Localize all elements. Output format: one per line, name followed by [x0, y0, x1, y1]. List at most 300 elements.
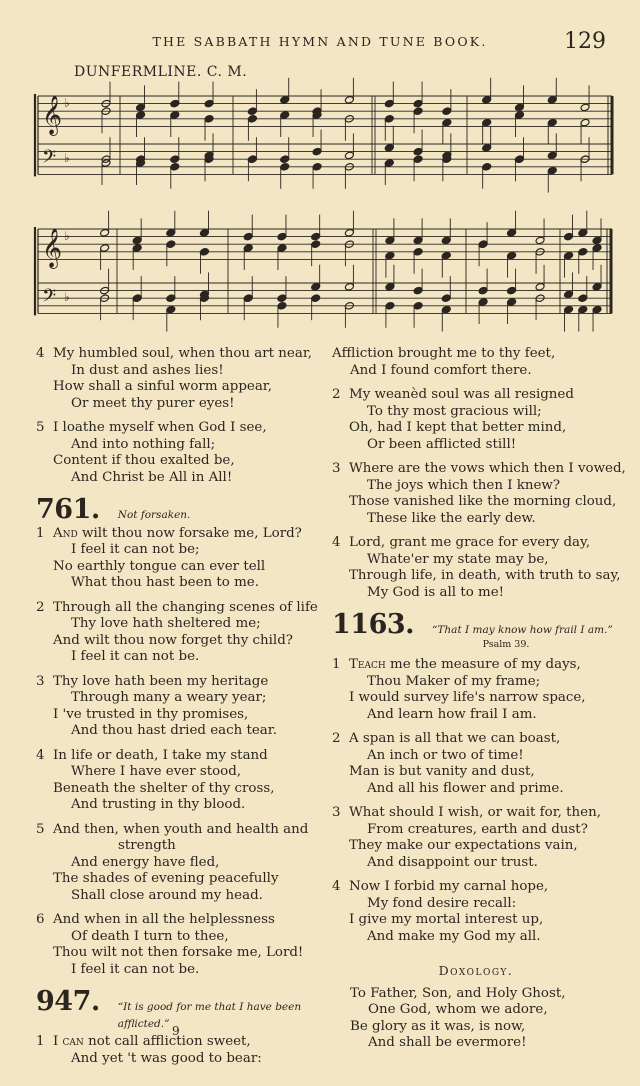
- verse-line: [349, 748, 620, 765]
- verse-line: [53, 962, 326, 979]
- note-head: [564, 232, 574, 241]
- verse-text: An inch or two of time!: [367, 747, 524, 763]
- note-head: [564, 290, 574, 299]
- verse-line: [349, 404, 620, 421]
- note-head: [312, 147, 322, 156]
- note-head: [277, 232, 287, 241]
- hymn-subtitle: Psalm 39.: [482, 638, 530, 650]
- verse-number: 2: [332, 387, 341, 402]
- verse-text: Through life, in death, with truth to say,: [349, 568, 621, 583]
- verse-line: [53, 912, 326, 929]
- note-head: [507, 251, 517, 260]
- note-head: [413, 155, 423, 164]
- note-head: [311, 283, 321, 292]
- note-head: [592, 236, 602, 245]
- verse-text: To thy most gracious will;: [367, 403, 542, 419]
- note-head: [101, 159, 111, 168]
- doxology-text: One God, whom we adore,: [368, 1002, 548, 1017]
- verse: [36, 822, 326, 905]
- note-head: [243, 232, 253, 241]
- note-head: [280, 155, 290, 164]
- note-head: [344, 96, 354, 105]
- verse-text: Where are the vows which then I vowed,: [349, 461, 626, 476]
- verse-line: [349, 568, 620, 585]
- verse-line: [53, 346, 326, 363]
- verse-text: And into nothing fall;: [71, 436, 216, 452]
- note-head: [100, 229, 110, 238]
- note-head: [507, 229, 517, 238]
- verse-line: [53, 633, 326, 650]
- verse-number: 3: [332, 805, 341, 820]
- note-head: [247, 155, 257, 164]
- verse-text: Of death I turn to thee,: [71, 928, 229, 944]
- verse-line: [349, 764, 620, 781]
- note-head: [277, 302, 287, 311]
- note-head: [344, 151, 354, 160]
- note-head: [482, 96, 492, 105]
- verse-line: [53, 764, 326, 781]
- note-head: [578, 305, 588, 314]
- verse-text: The shades of evening peacefully: [53, 871, 279, 886]
- verse-text: Those vanished like the morning cloud,: [349, 494, 617, 509]
- verse-text: And then, when youth and health and: [53, 821, 309, 837]
- verse-text: And Christ be All in All!: [71, 469, 233, 485]
- note-head: [344, 229, 354, 238]
- page-number: 129: [564, 29, 606, 54]
- running-head: THE SABBATH HYMN AND TUNE BOOK.: [152, 34, 488, 49]
- note-head: [170, 163, 180, 172]
- note-head: [385, 236, 395, 245]
- verse-line: [53, 822, 326, 839]
- verse-text: Now I forbid my carnal hope,: [349, 879, 549, 894]
- verse-line: [332, 346, 620, 363]
- note-head: [441, 294, 451, 303]
- verse-line: [53, 781, 326, 798]
- note-head: [564, 305, 574, 314]
- verse: [36, 346, 326, 412]
- verse-text: I 've trusted in thy promises,: [53, 706, 249, 722]
- note-head: [507, 298, 517, 307]
- note-head: [478, 298, 488, 307]
- verse-first-word: I can: [53, 1034, 84, 1049]
- note-head: [385, 283, 395, 292]
- note-head: [280, 163, 290, 172]
- verse-text: I would survey life's narrow space,: [349, 690, 586, 705]
- hymn-heading: [332, 609, 620, 640]
- note-head: [547, 118, 557, 127]
- note-head: [166, 294, 176, 303]
- hymn-title: “That I may know how frail I am.”: [432, 624, 613, 636]
- note-head: [385, 302, 395, 311]
- note-head: [170, 155, 180, 164]
- verse-text: Content if thou exalted be,: [53, 453, 235, 468]
- verse-text: Beneath the shelter of thy cross,: [53, 780, 275, 796]
- hymn-heading: [36, 494, 326, 525]
- verse-text: I feel it can not be;: [71, 542, 200, 557]
- signature-mark: 9: [172, 1024, 180, 1038]
- note-head: [441, 251, 451, 260]
- left-column: [36, 346, 326, 1075]
- note-head: [547, 151, 557, 160]
- note-head: [482, 118, 492, 127]
- note-head: [413, 236, 423, 245]
- verse-text: And learn how frail I am.: [367, 706, 537, 722]
- note-head: [413, 107, 423, 116]
- doxology-text: And shall be evermore!: [368, 1035, 527, 1050]
- note-head: [578, 294, 588, 303]
- verse-text: And thou hast dried each tear.: [71, 723, 277, 738]
- note-head: [247, 107, 257, 116]
- verse-line: [349, 929, 620, 946]
- verse-line: [53, 649, 326, 666]
- verse-line: [349, 805, 620, 822]
- note-head: [580, 103, 590, 112]
- verse-text: And wilt thou now forget thy child?: [53, 632, 293, 648]
- verse-text: And energy have fled,: [71, 854, 220, 870]
- note-head: [413, 147, 423, 156]
- verse-number: 1: [36, 1034, 45, 1049]
- verse-text: My God is all to me!: [367, 584, 505, 600]
- verse-number: 1: [332, 657, 341, 672]
- note-head: [312, 163, 322, 172]
- verse-text: I feel it can not be.: [71, 649, 200, 664]
- verse-text: Thou Maker of my frame;: [367, 673, 541, 689]
- verse-line: [349, 387, 620, 404]
- verse-line: [53, 855, 326, 872]
- bass-clef-icon: 𝄢: [42, 147, 57, 172]
- verse-line: [349, 912, 620, 929]
- verse-text: My fond desire recall:: [367, 895, 517, 911]
- verse-text: And trusting in thy blood.: [71, 797, 246, 812]
- right-column: [332, 346, 626, 1052]
- verse-text: A span is all that we can boast,: [349, 731, 561, 746]
- verse-line: [53, 559, 326, 576]
- verse: [36, 526, 326, 592]
- verse-line: [349, 690, 620, 707]
- note-head: [277, 294, 287, 303]
- note-head: [384, 115, 394, 124]
- verse-text: Through many a weary year;: [71, 690, 267, 705]
- verse: [332, 879, 620, 945]
- note-head: [592, 244, 602, 253]
- verse-line: [53, 723, 326, 740]
- verse-number: 2: [36, 599, 45, 615]
- verse-line: [349, 437, 620, 454]
- verse-line: [53, 420, 326, 437]
- verse-line: [53, 1034, 326, 1051]
- verse-number: 4: [36, 346, 45, 361]
- verse-line: [349, 511, 620, 528]
- verse-line: [53, 616, 326, 633]
- note-head: [243, 294, 253, 303]
- note-head: [170, 99, 180, 108]
- verse-line: [53, 470, 326, 487]
- verse-line: [349, 838, 620, 855]
- verse-text: Thy love hath been my heritage: [53, 673, 269, 689]
- note-head: [578, 229, 588, 238]
- note-head: [514, 111, 524, 120]
- treble-clef-icon: 𝄞: [42, 95, 63, 135]
- verse-line: [53, 396, 326, 413]
- note-head: [311, 294, 321, 303]
- verse-text: Or been afflicted still!: [367, 436, 517, 452]
- verse-line: [53, 674, 326, 691]
- note-head: [564, 251, 574, 260]
- verse-text: I feel it can not be.: [71, 961, 200, 977]
- treble-clef-icon: 𝄞: [42, 228, 63, 268]
- note-head: [136, 111, 146, 120]
- verse-line: [349, 896, 620, 913]
- verse-line: [349, 461, 626, 478]
- verse-text: And all his flower and prime.: [367, 780, 564, 796]
- bass-clef-icon: 𝄢: [42, 286, 57, 311]
- verse-first-word: Teach: [349, 657, 386, 672]
- hymn-number: 761.: [36, 494, 100, 525]
- verse-number: 2: [332, 731, 341, 746]
- note-head: [100, 244, 110, 253]
- verse-continuation: [332, 346, 620, 379]
- note-head: [413, 99, 423, 108]
- verse-line: [53, 929, 326, 946]
- note-head: [547, 166, 557, 175]
- key-flat-icon: ♭: [64, 229, 70, 243]
- verse-text: From creatures, earth and dust?: [367, 821, 588, 837]
- note-head: [442, 107, 452, 116]
- verse: [36, 912, 326, 978]
- verse-text: These like the early dew.: [367, 510, 536, 526]
- verse-line: [53, 1051, 326, 1068]
- verse-line: [349, 674, 620, 691]
- note-head: [482, 163, 492, 172]
- doxology-line: [350, 1002, 620, 1019]
- note-head: [311, 232, 321, 241]
- hymn-title: Not forsaken.: [117, 509, 191, 521]
- doxology-text: To Father, Son, and Holy Ghost,: [350, 985, 566, 1001]
- note-head: [385, 251, 395, 260]
- verse: [36, 1034, 326, 1067]
- verse-line: [349, 781, 620, 798]
- verse-text: And yet 't was good to bear:: [71, 1050, 262, 1066]
- tune-name: DUNFERMLINE. C. M.: [74, 64, 248, 80]
- verse-text: What should I wish, or wait for, then,: [349, 805, 601, 820]
- verse-line: [349, 420, 620, 437]
- note-head: [199, 248, 209, 257]
- verse-line: [53, 600, 326, 617]
- verse-line: [53, 526, 326, 543]
- verse-text: I give my mortal interest up,: [349, 912, 544, 927]
- doxology: [332, 986, 620, 1052]
- verse: [332, 805, 620, 871]
- verse-line: [53, 797, 326, 814]
- verse-text: And make my God my all.: [367, 928, 541, 944]
- verse-number: 1: [36, 525, 45, 541]
- verse-text: No earthly tongue can ever tell: [53, 558, 266, 574]
- verse-line: [349, 855, 620, 872]
- note-head: [204, 115, 214, 124]
- key-flat-icon: ♭: [64, 96, 70, 110]
- note-head: [132, 236, 142, 245]
- note-head: [482, 144, 492, 153]
- verse-number: 4: [332, 879, 341, 894]
- verse-text: The joys which then I knew?: [367, 477, 561, 493]
- verse-number: 3: [332, 461, 341, 476]
- note-head: [441, 305, 451, 314]
- verse: [36, 420, 326, 486]
- verse-text: Lord, grant me grace for every day,: [349, 535, 591, 550]
- note-head: [578, 248, 588, 257]
- verse-line: [349, 552, 620, 569]
- doxology-line: [350, 1035, 620, 1052]
- doxology-heading: Doxology.: [438, 963, 514, 978]
- verse-line: [53, 575, 326, 592]
- verse-number: 3: [36, 673, 45, 689]
- verse: [36, 674, 326, 740]
- key-flat-icon: ♭: [64, 151, 70, 165]
- note-head: [204, 99, 214, 108]
- note-head: [478, 240, 488, 249]
- note-head: [514, 155, 524, 164]
- verse-text: strength: [118, 838, 176, 853]
- note-head: [514, 103, 524, 112]
- verse-text: not call affliction sweet,: [83, 1034, 251, 1049]
- note-head: [535, 236, 545, 245]
- verse-line: [332, 363, 620, 380]
- hymn-heading: [36, 986, 326, 1032]
- note-head: [277, 244, 287, 253]
- verse: [36, 748, 326, 814]
- verse-text: And when in all the helplessness: [53, 912, 275, 927]
- verse-first-word: And: [53, 525, 78, 541]
- verse-text: My weanèd soul was all resigned: [349, 387, 574, 402]
- verse-line: [349, 879, 620, 896]
- verse-line: [53, 945, 326, 962]
- verse-line: [349, 535, 620, 552]
- doxology-line: [350, 1019, 620, 1036]
- note-head: [311, 240, 321, 249]
- verse: [36, 600, 326, 666]
- verse-text: Where I have ever stood,: [71, 764, 242, 779]
- verse-line: [349, 657, 620, 674]
- verse-text: How shall a sinful worm appear,: [53, 379, 272, 394]
- verse-text: What thou hast been to me.: [71, 575, 259, 590]
- note-head: [592, 283, 602, 292]
- verse-line: [349, 707, 620, 724]
- verse-text: Whate'er my state may be,: [367, 551, 549, 567]
- verse-text: wilt thou now forsake me, Lord?: [77, 525, 302, 541]
- note-head: [199, 229, 209, 238]
- verse-line: [349, 478, 620, 495]
- verse-line: [53, 379, 326, 396]
- verse: [332, 535, 620, 601]
- note-head: [132, 244, 142, 253]
- music-score: [0, 0, 640, 345]
- key-flat-icon: ♭: [64, 290, 70, 304]
- verse-line: [349, 822, 620, 839]
- note-head: [535, 283, 545, 292]
- verse-number: 4: [36, 747, 45, 763]
- verse-line: [53, 707, 326, 724]
- verse: [332, 731, 620, 797]
- verse-text: Or meet thy purer eyes!: [71, 395, 235, 411]
- verse-text: Shall close around my head.: [71, 887, 263, 903]
- verse-line: [349, 494, 620, 511]
- note-head: [280, 111, 290, 120]
- verse-line: [53, 888, 326, 905]
- verse-line: [349, 585, 620, 602]
- verse-text: Thou wilt not then forsake me, Lord!: [53, 945, 304, 960]
- verse-text: me the measure of my days,: [385, 657, 581, 672]
- verse-number: 5: [36, 420, 45, 435]
- note-head: [136, 103, 146, 112]
- verse-text: In dust and ashes lies!: [71, 362, 224, 378]
- note-head: [384, 99, 394, 108]
- doxology-line: [350, 986, 620, 1003]
- note-head: [442, 118, 452, 127]
- verse: [332, 657, 620, 723]
- note-head: [247, 115, 257, 124]
- note-head: [413, 302, 423, 311]
- verse-line: [53, 542, 326, 559]
- note-head: [547, 96, 557, 105]
- note-head: [413, 286, 423, 295]
- verse-text: And disappoint our trust.: [367, 854, 538, 870]
- note-head: [344, 283, 354, 292]
- hymn-number: 1163.: [332, 609, 415, 640]
- verse-text: Thy love hath sheltered me;: [71, 616, 261, 631]
- verse-number: 4: [332, 535, 341, 550]
- note-head: [384, 144, 394, 153]
- note-head: [166, 229, 176, 238]
- verse: [332, 387, 620, 453]
- note-head: [166, 240, 176, 249]
- verse-text: My humbled soul, when thou art near,: [53, 346, 313, 361]
- hymn-title: “It is good for me that I have been afflicted.”: [117, 1001, 302, 1030]
- note-head: [384, 159, 394, 168]
- note-head: [166, 305, 176, 314]
- note-head: [243, 244, 253, 253]
- doxology-text: Be glory as it was, is now,: [350, 1018, 526, 1034]
- verse-line: [53, 838, 326, 855]
- verse-number: 5: [36, 821, 45, 837]
- verse-line: [53, 437, 326, 454]
- verse-text: They make our expectations vain,: [349, 838, 578, 853]
- hymn-number: 947.: [36, 986, 100, 1017]
- verse-line: [53, 363, 326, 380]
- note-head: [413, 248, 423, 257]
- verse-text: Affliction brought me to thy feet,: [332, 346, 556, 361]
- verse-text: Oh, had I kept that better mind,: [349, 420, 567, 435]
- verse-line: [53, 871, 326, 888]
- note-head: [478, 286, 488, 295]
- verse-line: [349, 731, 620, 748]
- verse-text: I loathe myself when God I see,: [53, 420, 267, 435]
- verse-text: Man is but vanity and dust,: [349, 764, 535, 779]
- note-head: [132, 294, 142, 303]
- note-head: [280, 96, 290, 105]
- verse-text: And I found comfort there.: [350, 362, 532, 378]
- verse-line: [53, 748, 326, 765]
- note-head: [580, 118, 590, 127]
- note-head: [592, 305, 602, 314]
- verse: [332, 461, 626, 527]
- verse-line: [53, 453, 326, 470]
- note-head: [441, 236, 451, 245]
- note-head: [170, 111, 180, 120]
- verse-line: [53, 690, 326, 707]
- note-head: [507, 286, 517, 295]
- verse-text: Through all the changing scenes of life: [53, 599, 318, 615]
- verse-number: 6: [36, 912, 45, 927]
